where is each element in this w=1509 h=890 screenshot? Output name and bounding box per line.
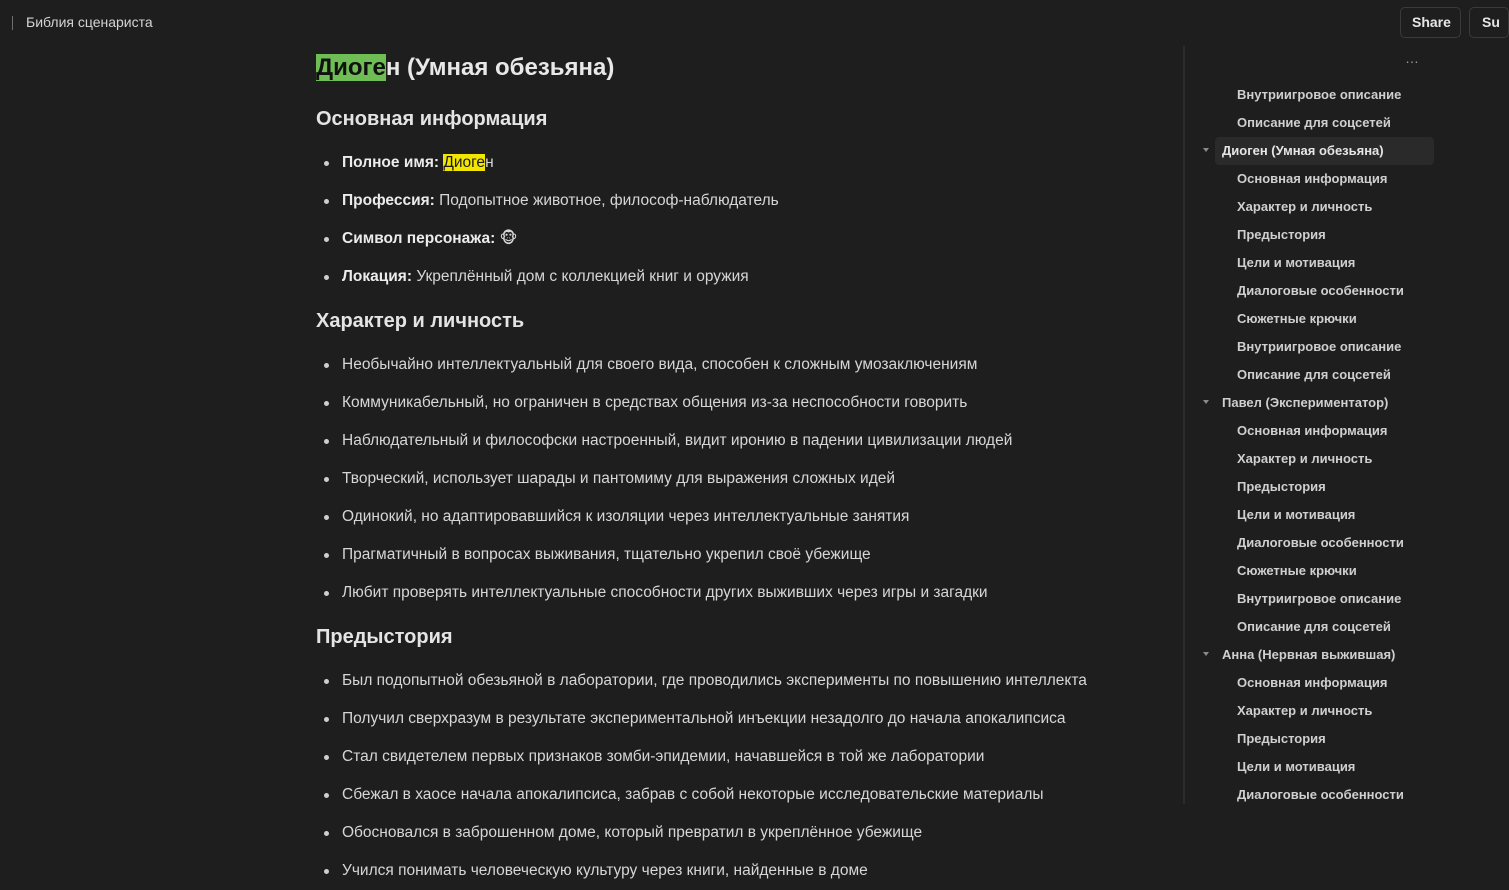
- document-body: [316, 46, 1176, 881]
- list-item[interactable]: Получил сверхразум в результате экспериментальной инъекции незадолго до начала апокалипсиса: [316, 700, 1087, 738]
- outline-item[interactable]: Диалоговые особенности: [1237, 283, 1404, 298]
- outline-item[interactable]: Предыстория: [1237, 479, 1326, 494]
- outline-item-label: Диоген (Умная обезьяна): [1222, 143, 1384, 158]
- list-item[interactable]: [316, 182, 779, 220]
- outline-item[interactable]: Цели и мотивация: [1237, 507, 1356, 522]
- outline-item[interactable]: [1195, 389, 1425, 417]
- page-title[interactable]: [316, 54, 614, 82]
- more-options-icon[interactable]: …: [1405, 50, 1419, 66]
- list-item[interactable]: Сбежал в хаосе начала апокалипсиса, забрав с собой некоторые исследовательские материалы: [316, 776, 1087, 814]
- outline-item[interactable]: Описание для соцсетей: [1237, 115, 1391, 130]
- field-label: Локация:: [342, 268, 412, 285]
- title-divider: [12, 16, 13, 30]
- field-label: Полное имя:: [342, 154, 440, 171]
- outline-item-label: Анна (Нервная выжившая): [1222, 647, 1396, 662]
- list-item[interactable]: [316, 258, 779, 296]
- section-heading-character[interactable]: Характер и личность: [316, 310, 525, 332]
- outline-divider[interactable]: [1183, 46, 1185, 804]
- outline-item[interactable]: Цели и мотивация: [1237, 255, 1356, 270]
- outline-item[interactable]: Цели и мотивация: [1237, 759, 1356, 774]
- outline-item[interactable]: Внутриигровое описание: [1237, 87, 1402, 102]
- section-heading-backstory[interactable]: Предыстория: [316, 626, 453, 648]
- outline-item[interactable]: [1195, 641, 1425, 669]
- outline-item[interactable]: Характер и личность: [1237, 703, 1373, 718]
- outline-item[interactable]: Внутриигровое описание: [1237, 591, 1402, 606]
- list-item[interactable]: Прагматичный в вопросах выживания, тщательно укрепил своё убежище: [316, 536, 1012, 574]
- list-item[interactable]: Любит проверять интеллектуальные способности других выживших через игры и загадки: [316, 574, 1012, 612]
- outline-item[interactable]: Предыстория: [1237, 227, 1326, 242]
- field-value: Укреплённый дом с коллекцией книг и оружия: [416, 268, 749, 285]
- backstory-list: [316, 662, 1087, 890]
- outline-item[interactable]: Основная информация: [1237, 171, 1388, 186]
- outline-panel: [1195, 50, 1425, 802]
- basic-info-list: [316, 144, 779, 296]
- collapse-caret-icon[interactable]: [1203, 652, 1209, 656]
- outline-item-active[interactable]: [1215, 137, 1434, 165]
- outline-list: [1195, 81, 1425, 809]
- list-item[interactable]: Коммуникабельный, но ограничен в средствах общения из-за неспособности говорить: [316, 384, 1012, 422]
- outline-item[interactable]: Характер и личность: [1237, 451, 1373, 466]
- list-item[interactable]: Одинокий, но адаптировавшийся к изоляции через интеллектуальные занятия: [316, 498, 1012, 536]
- outline-item[interactable]: Основная информация: [1237, 675, 1388, 690]
- outline-item[interactable]: Характер и личность: [1237, 199, 1373, 214]
- page-title-rest: н (Умная обезьяна): [385, 54, 615, 81]
- outline-item[interactable]: Сюжетные крючки: [1237, 311, 1357, 326]
- collapse-caret-icon[interactable]: [1203, 148, 1209, 152]
- share-button[interactable]: Share: [1400, 7, 1461, 38]
- document-title[interactable]: Библия сценариста: [26, 14, 153, 30]
- outline-item[interactable]: Внутриигровое описание: [1237, 339, 1402, 354]
- collapse-caret-icon[interactable]: [1203, 400, 1209, 404]
- list-item[interactable]: Учился понимать человеческую культуру через книги, найденные в доме: [316, 852, 1087, 890]
- list-item[interactable]: [316, 144, 779, 182]
- list-item[interactable]: [316, 220, 779, 258]
- field-label: Символ персонажа:: [342, 230, 496, 247]
- outline-item[interactable]: Диалоговые особенности: [1237, 787, 1404, 802]
- list-item[interactable]: Обосновался в заброшенном доме, который превратил в укреплённое убежище: [316, 814, 1087, 852]
- monkey-emoji-icon: 🐵: [499, 230, 518, 247]
- outline-item[interactable]: Описание для соцсетей: [1237, 367, 1391, 382]
- list-item[interactable]: Необычайно интеллектуальный для своего вида, способен к сложным умозаключениям: [316, 346, 1012, 384]
- field-label: Профессия:: [342, 192, 435, 209]
- submit-button[interactable]: Su: [1469, 7, 1509, 38]
- character-list: [316, 346, 1012, 612]
- list-item[interactable]: Стал свидетелем первых признаков зомби-эпидемии, начавшейся в той же лаборатории: [316, 738, 1087, 776]
- outline-item-label: Павел (Экспериментатор): [1222, 395, 1389, 410]
- outline-item[interactable]: Диалоговые особенности: [1237, 535, 1404, 550]
- list-item[interactable]: Был подопытной обезьяной в лаборатории, где проводились эксперименты по повышению интеллекта: [316, 662, 1087, 700]
- list-item[interactable]: Наблюдательный и философски настроенный, видит иронию в падении цивилизации людей: [316, 422, 1012, 460]
- field-value: Подопытное животное, философ-наблюдатель: [439, 192, 779, 209]
- field-value: н: [485, 154, 494, 171]
- outline-item[interactable]: Предыстория: [1237, 731, 1326, 746]
- outline-item[interactable]: Основная информация: [1237, 423, 1388, 438]
- section-heading-basic-info[interactable]: Основная информация: [316, 108, 548, 130]
- search-highlight: Диоге: [443, 154, 486, 171]
- list-item[interactable]: Творческий, использует шарады и пантомиму для выражения сложных идей: [316, 460, 1012, 498]
- outline-item[interactable]: Описание для соцсетей: [1237, 619, 1391, 634]
- top-bar: [0, 0, 1498, 46]
- outline-item[interactable]: Сюжетные крючки: [1237, 563, 1357, 578]
- search-highlight: Диоге: [316, 54, 386, 81]
